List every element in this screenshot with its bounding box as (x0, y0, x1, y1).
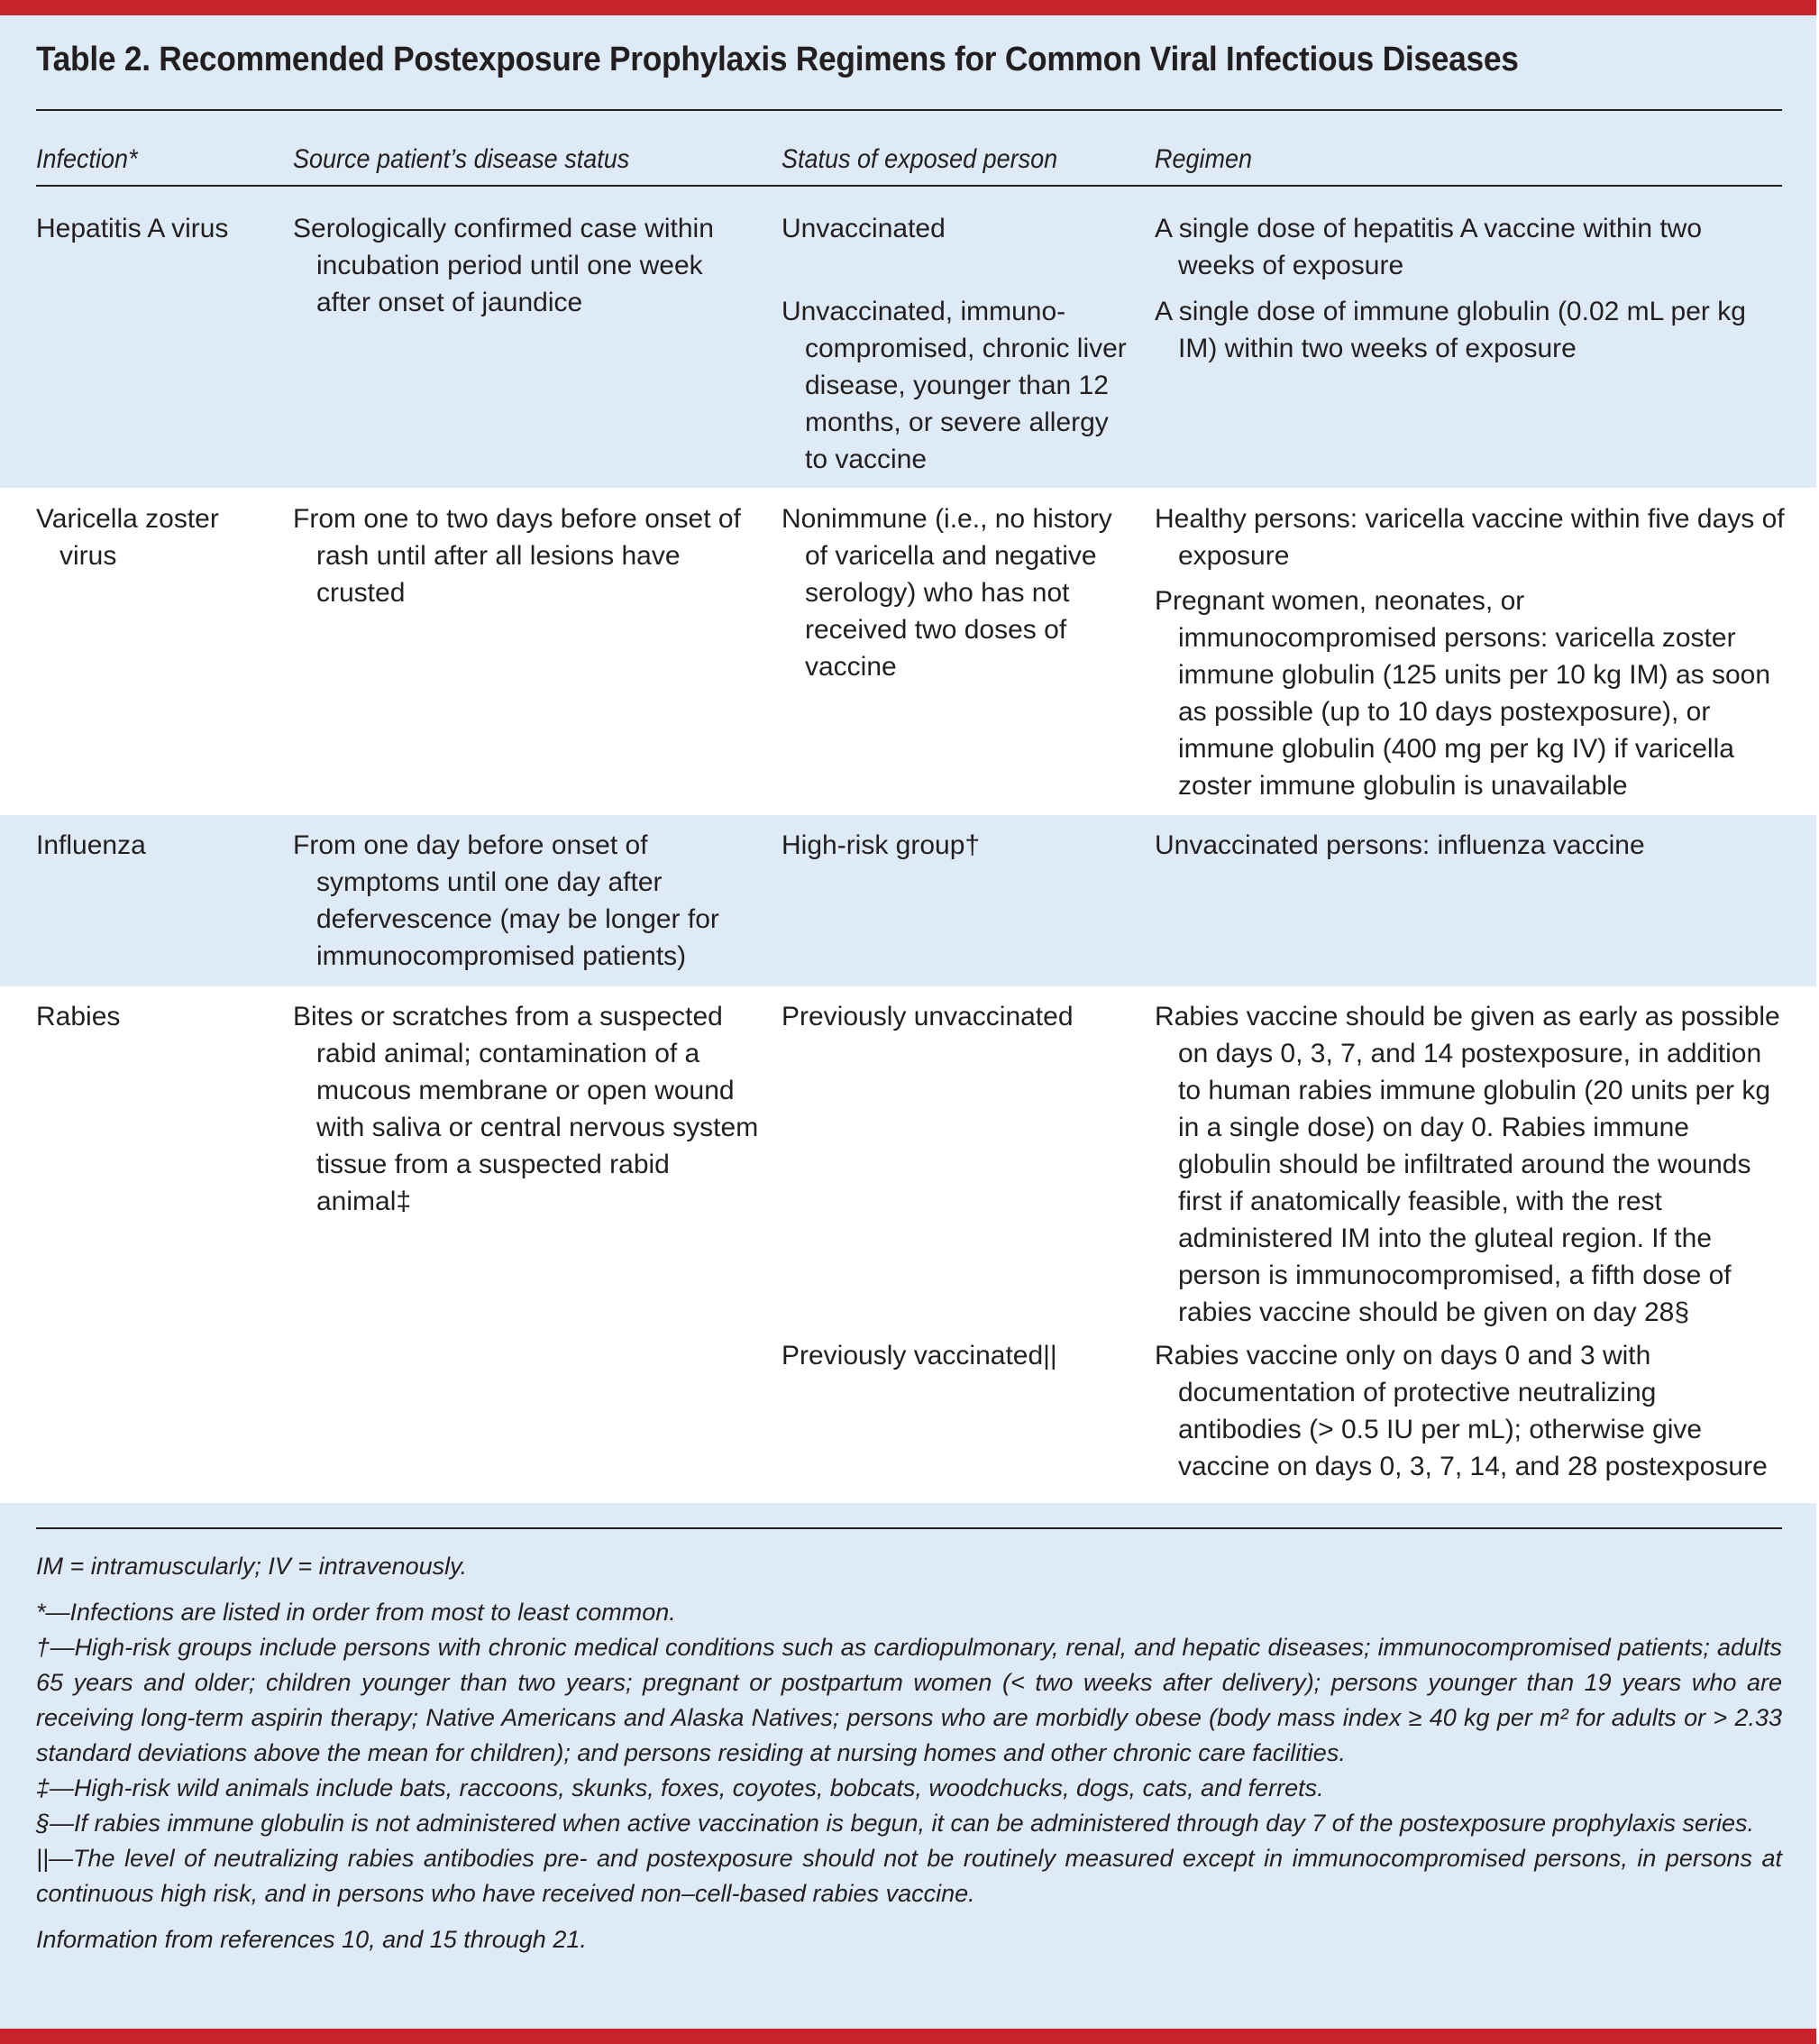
footnotes-rule (36, 1527, 1782, 1529)
exposed-status: Previously unvaccinated (782, 1002, 1074, 1031)
footnote-section: §—If rabies immune globulin is not administered when active vaccination is begun, it can be administered through day 7 of the postexposure prophylaxis series. (36, 1810, 1755, 1837)
regimen-healthy: Healthy persons: varicella vaccine within five days of exposure (1155, 504, 1785, 571)
abbreviations-note: IM = intramuscularly; IV = intravenously. (36, 1553, 468, 1580)
exposed-status: Nonimmune (i.e., no history of varicella and negative serology) who has not received two doses of vaccine (782, 504, 1112, 682)
source-note: Information from references 10, and 15 through 21. (36, 1926, 587, 1953)
regimen: A single dose of immune globulin (0.02 mL per kg IM) within two weeks of exposure (1155, 297, 1746, 363)
regimen: Unvaccinated persons: influenza vaccine (1155, 830, 1645, 860)
footnote-asterisk: *—Infections are listed in order from most to least common. (36, 1599, 676, 1626)
exposed-status: Unvaccinated, immuno-compromised, chronic liver disease, younger than 12 months, or severe allergy to vaccine (782, 297, 1127, 474)
source-status: Bites or scratches from a suspected rabid animal; contamination of a mucous membrane or open wound with saliva or central nervous system tissue from a suspected rabid animal‡ (293, 1002, 759, 1216)
top-accent-bar (0, 0, 1816, 15)
footnote-dagger: †—High-risk groups include persons with chronic medical conditions such as cardiopulmonary, renal, and hepatic diseases; immunocompromised patients; adults 65 years and older; children younger than two years; pregnant or postpartum women (< two weeks after delivery); persons younger than 19 years who are receiving long-term aspirin therapy; Native Americans and Alaska Natives; persons who are morbidly obese (body mass index ≥ 40 kg per m² for adults or > 2.33 standard deviations above the mean for children); and persons residing at nursing homes and other chronic care facilities. (36, 1634, 1782, 1766)
source-status: Serologically confirmed case within incubation period until one week after onset of jaundice (293, 214, 714, 317)
source-status: From one to two days before onset of rash until after all lesions have crusted (293, 504, 741, 608)
column-header-source-status: Source patient’s disease status (293, 144, 630, 174)
source-status: From one day before onset of symptoms until one day after defervescence (may be longer for immunocompromised patients) (293, 830, 719, 971)
regimen: Rabies vaccine only on days 0 and 3 with documentation of protective neutralizing antibodies (> 0.5 IU per mL); otherwise give vaccine on days 0, 3, 7, 14, and 28 postexposure (1155, 1341, 1768, 1481)
exposed-status: High-risk group† (782, 830, 981, 860)
column-header-regimen: Regimen (1155, 144, 1253, 174)
title-rule (36, 109, 1782, 111)
column-header-infection: Infection* (36, 144, 138, 174)
footnote-parallel: ||—The level of neutralizing rabies antibodies pre- and postexposure should not be routinely measured except in immunocompromised persons, in persons at continuous high risk, and in persons who have received non–cell-based rabies vaccine. (36, 1845, 1782, 1907)
regimen-high-risk: Pregnant women, neonates, or immunocompromised persons: varicella zoster immune globulin (125 units per 10 kg IM) as soon as possible (up to 10 days postexposure), or immune globulin (400 mg per kg IV) if varicella zoster immune globulin is unavailable (1155, 586, 1771, 801)
footnote-double-dagger: ‡—High-risk wild animals include bats, raccoons, skunks, foxes, coyotes, bobcats, woodchucks, dogs, cats, and ferrets. (36, 1774, 1324, 1801)
footnotes (36, 1549, 1782, 1957)
column-header-exposed-status: Status of exposed person (782, 144, 1058, 174)
regimen: Rabies vaccine should be given as early as possible on days 0, 3, 7, and 14 postexposure, in addition to human rabies immune globulin (20 units per kg in a single dose) on day 0. Rabies immune globulin should be infiltrated around the wounds first if anatomically feasible, with the rest administered IM into the gluteal region. If the person is immunocompromised, a fifth dose of rabies vaccine should be given on day 28§ (1155, 1002, 1780, 1327)
infection-name: Hepatitis A virus (36, 214, 229, 243)
infection-name: Rabies (36, 1002, 121, 1031)
header-rule (36, 185, 1782, 187)
table-title: Table 2. Recommended Postexposure Prophylaxis Regimens for Common Viral Infectious Diseases (36, 41, 1519, 78)
bottom-accent-bar (0, 2029, 1816, 2044)
exposed-status: Previously vaccinated|| (782, 1341, 1057, 1370)
infection-name: Influenza (36, 830, 146, 860)
exposed-status: Unvaccinated (782, 214, 946, 243)
regimen: A single dose of hepatitis A vaccine within two weeks of exposure (1155, 214, 1703, 280)
infection-name: Varicella zoster virus (36, 504, 219, 571)
